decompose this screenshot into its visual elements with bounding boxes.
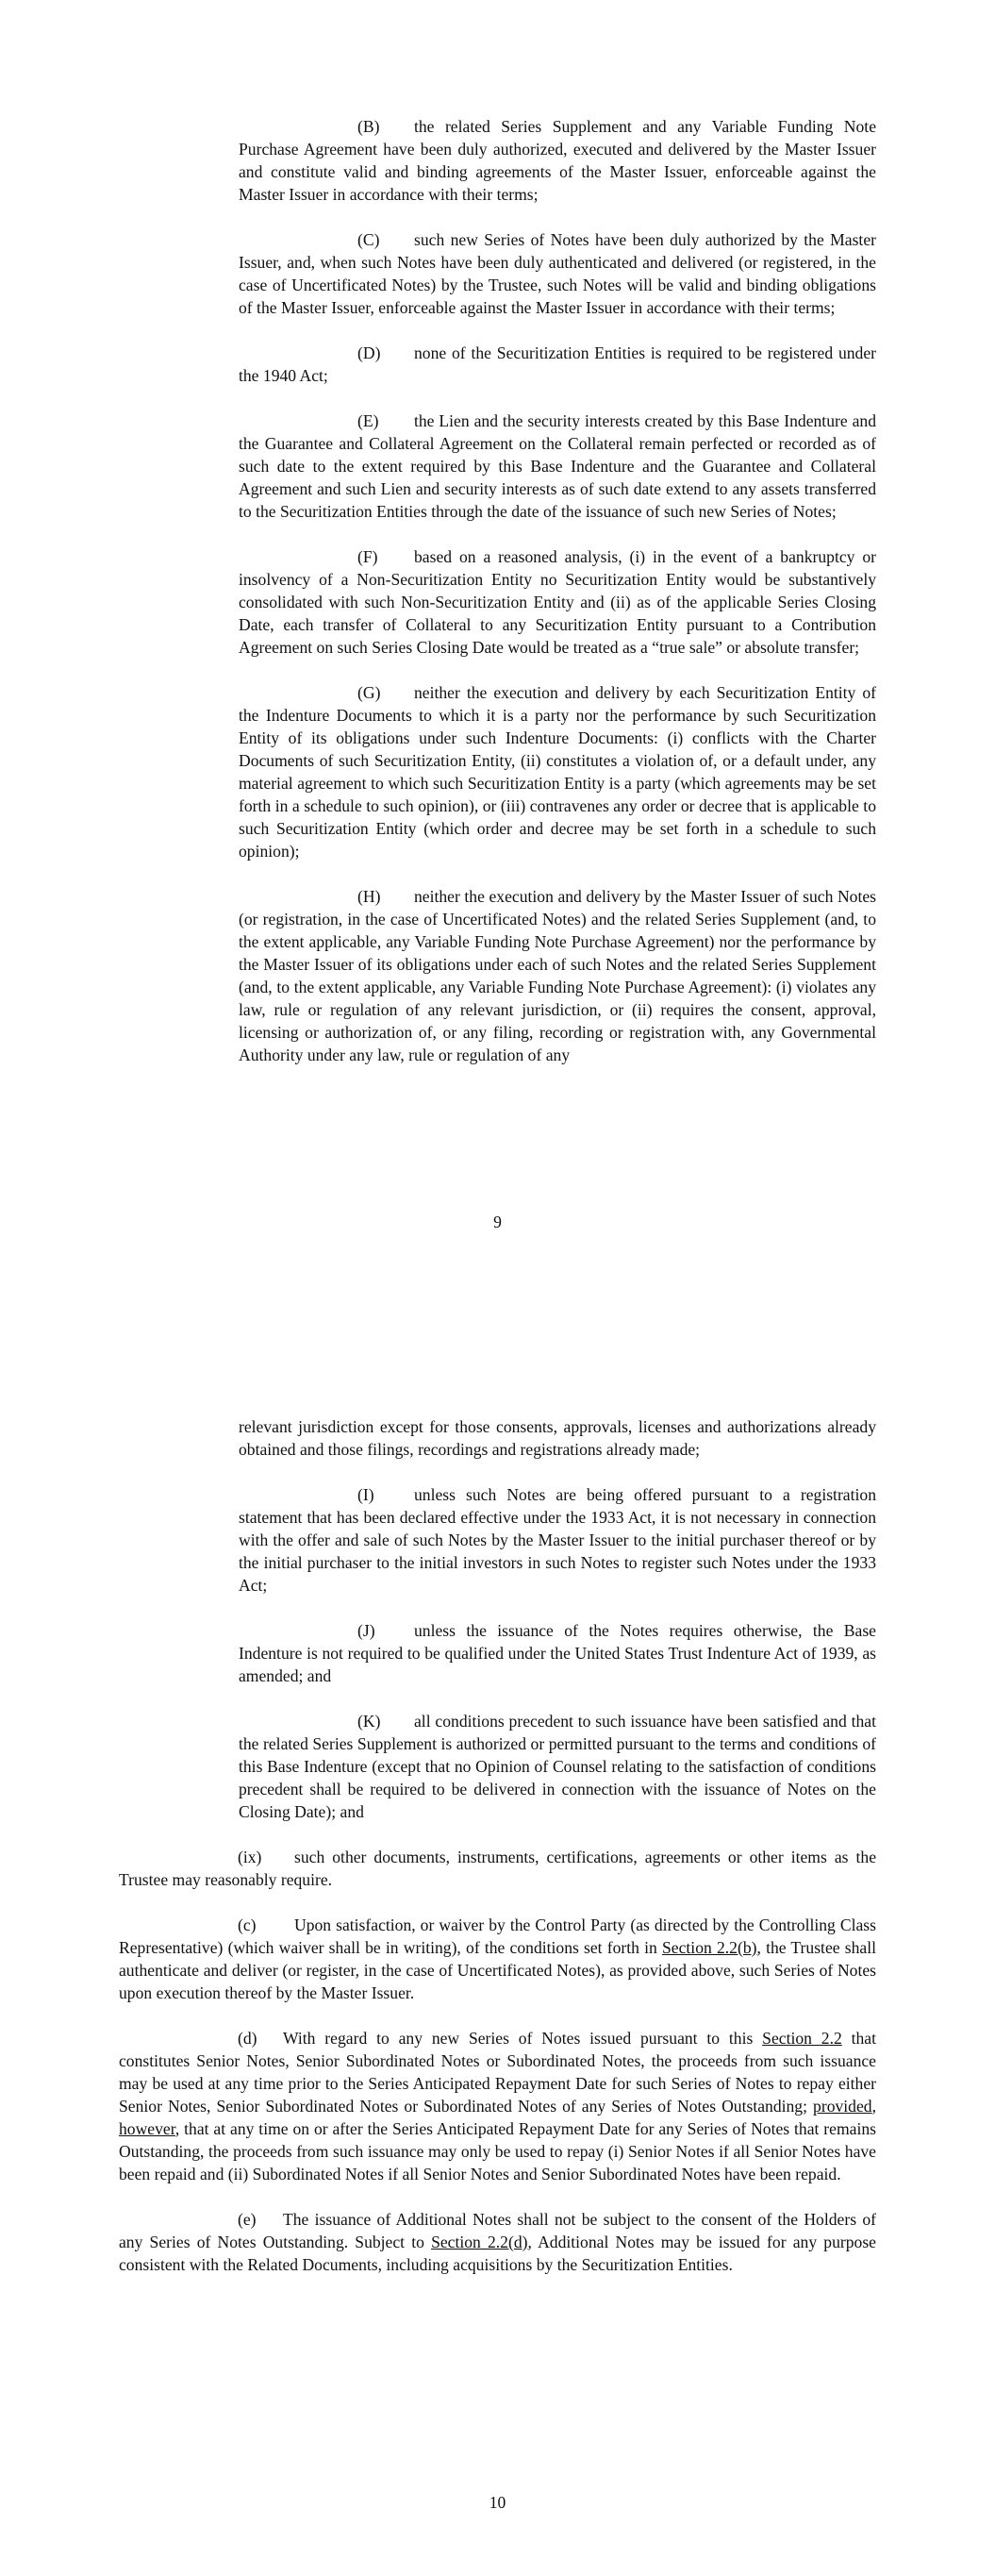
paragraph-d <box>119 2027 876 2185</box>
section-reference: Section 2.2(b) <box>662 1938 757 1957</box>
paragraph-label: (I) <box>357 1485 374 1504</box>
paragraph-label: (ix) <box>238 1848 262 1866</box>
paragraph-text: , the Trustee shall authenticate and deliver (or register, in the case of Uncertificated Notes), as provided above, such Series of Notes upon execution thereof by the Master Issuer. <box>119 1938 876 2002</box>
paragraph-label: (J) <box>357 1621 375 1640</box>
paragraph-E <box>239 410 876 523</box>
paragraph-text: , Additional Notes may be issued for any purpose consistent with the Related Documents, including acquisitions by the Securitization Entities. <box>119 2233 876 2274</box>
paragraph-J <box>239 1619 876 1687</box>
provided-term: provided <box>813 2097 872 2116</box>
section-reference: Section 2.2 <box>762 2029 842 2048</box>
however-term: however <box>119 2119 175 2138</box>
paragraph-text: all conditions precedent to such issuance have been satisfied and that the related Series Supplement is authorized or permitted pursuant to the terms and conditions of this Base Indenture (except that no Opinion of Counsel relating to the satisfaction of conditions precedent shall be required to be delivered in connection with the issuance of Notes on the Closing Date); and <box>239 1712 876 1821</box>
paragraph-G <box>239 681 876 862</box>
page-10-body <box>0 1415 995 2299</box>
paragraph-B <box>239 115 876 206</box>
paragraph-text: unless the issuance of the Notes requires otherwise, the Base Indenture is not required to be qualified under the United States Trust Indenture Act of 1939, as amended; and <box>239 1621 876 1685</box>
paragraph-text: With regard to any new Series of Notes issued pursuant to this <box>283 2029 763 2048</box>
paragraph-label: (d) <box>238 2029 257 2048</box>
paragraph-I <box>239 1483 876 1597</box>
document-page-10 <box>0 1293 995 2576</box>
paragraph-F <box>239 545 876 659</box>
paragraph-label: (F) <box>357 547 378 566</box>
paragraph-text: , that at any time on or after the Series Anticipated Repayment Date for any Series of Notes that remains Outstanding, the proceeds from such issuance may only be used to repay (i) Senior Notes if all Senior Notes have been repaid and (ii) Subordinated Notes if all Senior Notes and Senior Subordinated Notes have been repaid. <box>119 2119 876 2183</box>
paragraph-label: (D) <box>357 343 381 362</box>
paragraph-H <box>239 885 876 1066</box>
paragraph-c <box>119 1914 876 2004</box>
paragraph-text: the related Series Supplement and any Variable Funding Note Purchase Agreement have been duly authorized, executed and delivered by the Master Issuer and constitute valid and binding agreements of the Master Issuer, enforceable against the Master Issuer in accordance with their terms; <box>239 117 876 204</box>
paragraph-text: , <box>871 2097 876 2116</box>
paragraph-D <box>239 342 876 387</box>
paragraph-label: (c) <box>238 1915 257 1934</box>
page-number: 9 <box>493 1213 502 1231</box>
paragraph-K <box>239 1710 876 1823</box>
paragraph-text: such other documents, instruments, certifications, agreements or other items as the Trustee may reasonably require. <box>119 1848 876 1889</box>
paragraph-label: (E) <box>357 411 379 430</box>
paragraph-C <box>239 228 876 319</box>
paragraph-H-continuation: relevant jurisdiction except for those consents, approvals, licenses and authorizations already obtained and those filings, recordings and registrations already made; <box>239 1417 876 1459</box>
section-reference: Section 2.2(d) <box>431 2233 528 2251</box>
paragraph-text: none of the Securitization Entities is required to be registered under the 1940 Act; <box>239 343 876 385</box>
paragraph-text: The issuance of Additional Notes shall not be subject to the consent of the Holders of any Series of Notes Outstanding. Subject to <box>119 2210 876 2251</box>
paragraph-label: (C) <box>357 230 380 249</box>
paragraph-text: neither the execution and delivery by each Securitization Entity of the Indenture Documents to which it is a party nor the performance by such Securitization Entity of its obligations under such Indenture Documents: (i) conflicts with the Charter Documents of such Securitization Entity, (ii) constitutes a violation of, or a default under, any material agreement to which such Securitization Entity is a party (which agreements may be set forth in a schedule to such opinion), or (iii) contravenes any order or decree that is applicable to such Securitization Entity (which order and decree may be set forth in a schedule to such opinion); <box>239 683 876 861</box>
paragraph-label: (B) <box>357 117 380 136</box>
paragraph-text: such new Series of Notes have been duly authorized by the Master Issuer, and, when such Notes have been duly authenticated and delivered (or registered, in the case of Uncertificated Notes) by the Trustee, such Notes will be valid and binding obligations of the Master Issuer, enforceable against the Master Issuer in accordance with their terms; <box>239 230 876 317</box>
paragraph-text: unless such Notes are being offered pursuant to a registration statement that has been declared effective under the 1933 Act, it is not necessary in connection with the offer and sale of such Notes by the Master Issuer to the initial purchaser thereof or by the initial purchaser to the initial investors in such Notes to register such Notes under the 1933 Act; <box>239 1485 876 1595</box>
paragraph-text: the Lien and the security interests created by this Base Indenture and the Guarantee and Collateral Agreement on the Collateral remain perfected or recorded as of such date to the extent required by this Base Indenture and the Guarantee and Collateral Agreement and such Lien and security interests as of such date extend to any assets transferred to the Securitization Entities through the date of the issuance of such new Series of Notes; <box>239 411 876 521</box>
paragraph-ix <box>119 1846 876 1891</box>
paragraph-text: neither the execution and delivery by the Master Issuer of such Notes (or registration, in the case of Uncertificated Notes) and the related Series Supplement (and, to the extent applicable, any Variable Funding Note Purchase Agreement) nor the performance by the Master Issuer of its obligations under each of such Notes and the related Series Supplement (and, to the extent applicable, any Variable Funding Note Purchase Agreement): (i) violates any law, rule or regulation of any relevant jurisdiction, or (ii) requires the consent, approval, licensing or authorization of, or any filing, recording or registration with, any Governmental Authority under any law, rule or regulation of any <box>239 887 876 1064</box>
paragraph-label: (K) <box>357 1712 381 1731</box>
paragraph-label: (G) <box>357 683 381 702</box>
paragraph-e <box>119 2208 876 2276</box>
paragraph-text: based on a reasoned analysis, (i) in the event of a bankruptcy or insolvency of a Non-Securitization Entity no Securitization Entity would be substantively consolidated with such Non-Securitization Entity and (ii) as of the applicable Series Closing Date, each transfer of Collateral to any Securitization Entity pursuant to a Contribution Agreement on such Series Closing Date would be treated as a “true sale” or absolute transfer; <box>239 547 876 657</box>
paragraph-text: Upon satisfaction, or waiver by the Control Party (as directed by the Controlling Class Representative) (which waiver shall be in writing), of the conditions set forth in <box>119 1915 876 1957</box>
paragraph-text: that constitutes Senior Notes, Senior Subordinated Notes or Subordinated Notes, the proceeds from such issuance may be used at any time prior to the Series Anticipated Repayment Date for such Series of Notes to repay either Senior Notes, Senior Subordinated Notes or Subordinated Notes of any Series of Notes Outstanding; <box>119 2029 876 2116</box>
paragraph-label: (H) <box>357 887 381 906</box>
page-number: 10 <box>489 2493 506 2512</box>
paragraph-label: (e) <box>238 2210 257 2229</box>
page-9-body <box>0 115 995 1089</box>
